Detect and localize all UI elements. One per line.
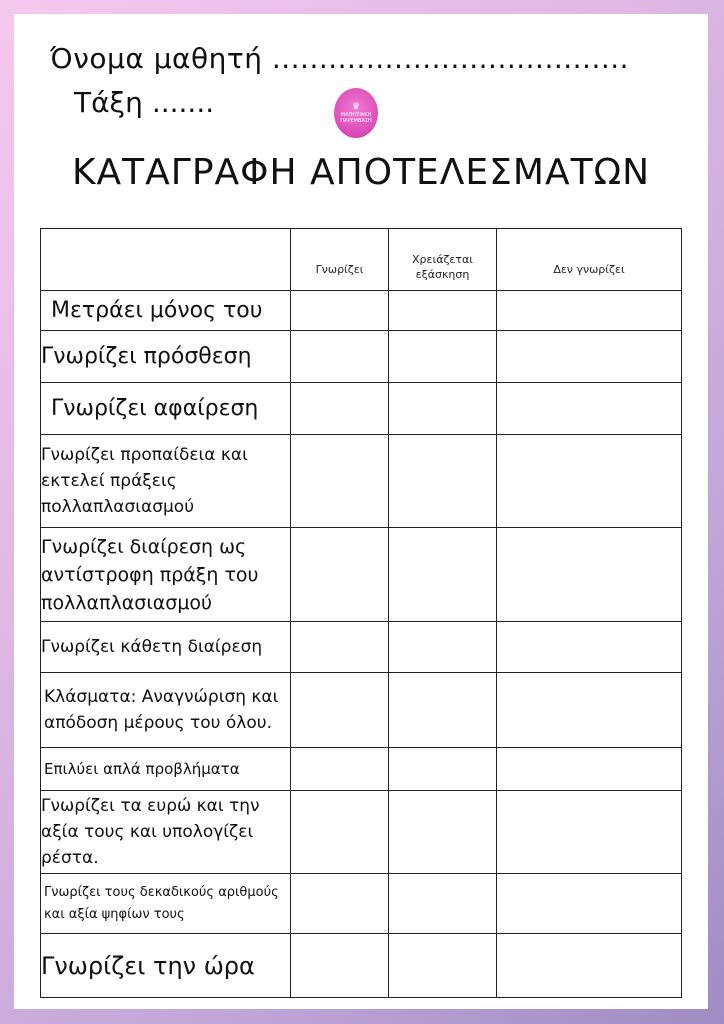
check-cell-knows[interactable] — [291, 383, 389, 435]
column-header-needs-practice: Χρειάζεται εξάσκηση — [389, 229, 497, 291]
check-cell-knows[interactable] — [291, 874, 389, 934]
worksheet — [14, 14, 708, 1009]
header-empty-cell — [41, 229, 291, 291]
table-row — [41, 435, 682, 528]
table-row — [41, 791, 682, 874]
check-cell-does-not-know[interactable] — [497, 791, 682, 874]
column-header-does-not-know: Δεν γνωρίζει — [497, 229, 682, 291]
row-label: Γνωρίζει αφαίρεση — [41, 383, 291, 435]
check-cell-needs-practice[interactable] — [389, 934, 497, 998]
check-cell-needs-practice[interactable] — [389, 673, 497, 748]
student-name-field[interactable]: Όνομα μαθητή ...................................... — [50, 42, 630, 75]
table-row — [41, 383, 682, 435]
check-cell-does-not-know[interactable] — [497, 874, 682, 934]
results-table — [40, 228, 682, 998]
row-label: Γνωρίζει τα ευρώ και την αξία τους και υπολογίζει ρέστα. — [41, 791, 291, 874]
table-row — [41, 934, 682, 998]
page-title: ΚΑΤΑΓΡΑΦΗ ΑΠΟΤΕΛΕΣΜΑΤΩΝ — [71, 152, 651, 193]
table-row — [41, 528, 682, 622]
table-row — [41, 874, 682, 934]
check-cell-knows[interactable] — [291, 673, 389, 748]
check-cell-does-not-know[interactable] — [497, 748, 682, 791]
row-label: Γνωρίζει την ώρα — [41, 934, 291, 998]
check-cell-does-not-know[interactable] — [497, 622, 682, 673]
check-cell-needs-practice[interactable] — [389, 383, 497, 435]
check-cell-knows[interactable] — [291, 435, 389, 528]
check-cell-does-not-know[interactable] — [497, 383, 682, 435]
check-cell-needs-practice[interactable] — [389, 874, 497, 934]
table-row — [41, 748, 682, 791]
check-cell-does-not-know[interactable] — [497, 291, 682, 331]
table-row — [41, 291, 682, 331]
check-cell-needs-practice[interactable] — [389, 748, 497, 791]
check-cell-knows[interactable] — [291, 331, 389, 383]
check-cell-needs-practice[interactable] — [389, 331, 497, 383]
check-cell-does-not-know[interactable] — [497, 331, 682, 383]
logo-text-top: ΜΑΘΗΣΙΑΚΗ — [340, 111, 372, 118]
check-cell-knows[interactable] — [291, 291, 389, 331]
check-cell-knows[interactable] — [291, 528, 389, 622]
check-cell-does-not-know[interactable] — [497, 673, 682, 748]
row-label: Γνωρίζει κάθετη διαίρεση — [41, 622, 291, 673]
class-field[interactable]: Τάξη ....... — [74, 86, 215, 119]
check-cell-does-not-know[interactable] — [497, 528, 682, 622]
row-label: Μετράει μόνος του — [41, 291, 291, 331]
table-header-row — [41, 229, 682, 291]
table-row — [41, 331, 682, 383]
row-label: Γνωρίζει πρόσθεση — [41, 331, 291, 383]
check-cell-needs-practice[interactable] — [389, 528, 497, 622]
check-cell-knows[interactable] — [291, 791, 389, 874]
row-label: Γνωρίζει διαίρεση ως αντίστροφη πράξη του πολλαπλασιασμού — [41, 528, 291, 622]
check-cell-needs-practice[interactable] — [389, 435, 497, 528]
check-cell-does-not-know[interactable] — [497, 934, 682, 998]
row-label: Γνωρίζει τους δεκαδικούς αριθμούς και αξία ψηφίων τους — [41, 874, 291, 934]
row-label: Γνωρίζει προπαίδεια και εκτελεί πράξεις πολλαπλασιασμού — [41, 435, 291, 528]
crown-icon: ♛ — [351, 101, 361, 112]
table-row — [41, 622, 682, 673]
check-cell-needs-practice[interactable] — [389, 622, 497, 673]
check-cell-needs-practice[interactable] — [389, 791, 497, 874]
check-cell-knows[interactable] — [291, 934, 389, 998]
row-label: Κλάσματα: Αναγνώριση και απόδοση μέρους του όλου. — [41, 673, 291, 748]
logo-text-bottom: ΠΑΡΕΜΒΑΣΗ — [340, 117, 372, 124]
column-header-knows: Γνωρίζει — [291, 229, 389, 291]
logo-badge — [334, 88, 378, 138]
row-label: Επιλύει απλά προβλήματα — [41, 748, 291, 791]
check-cell-knows[interactable] — [291, 622, 389, 673]
check-cell-knows[interactable] — [291, 748, 389, 791]
check-cell-does-not-know[interactable] — [497, 435, 682, 528]
table-row — [41, 673, 682, 748]
check-cell-needs-practice[interactable] — [389, 291, 497, 331]
